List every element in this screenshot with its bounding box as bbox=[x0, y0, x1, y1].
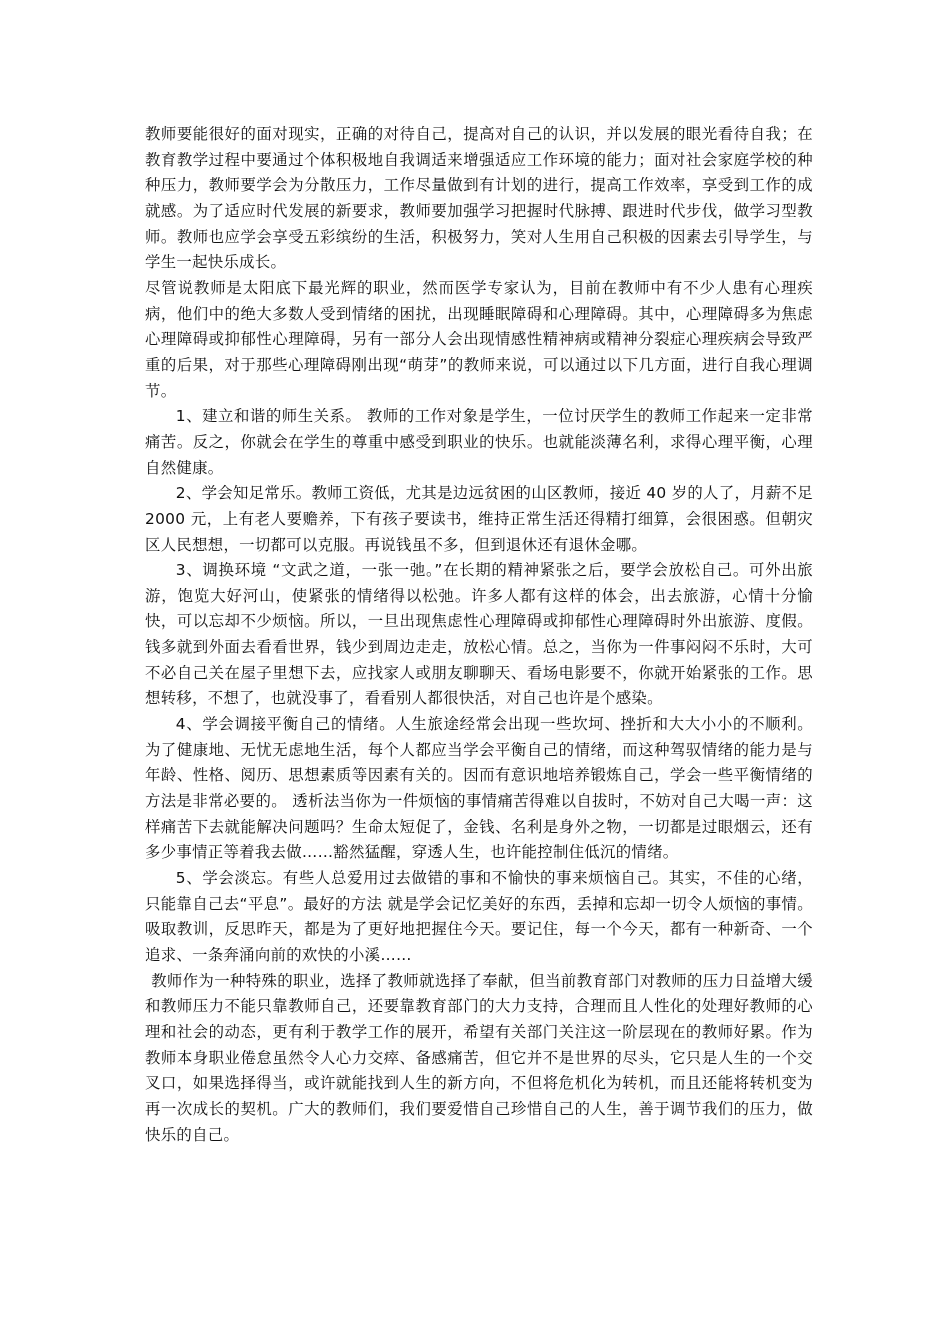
paragraph-background: 尽管说教师是太阳底下最光辉的职业，然而医学专家认为，目前在教师中有不少人患有心理疾病，他们中的绝大多数人受到情绪的困扰，出现睡眠障碍和心理障碍。其中，心理障碍多为焦虑心理障碍或抑郁性心理障碍，另有一部分人会出现情感性精神病或精神分裂症心理疾病会导致严重的后果，对于那些心理障碍刚出现“萌芽”的教师来说，可以通过以下几方面，进行自我心理调节。 bbox=[145, 278, 813, 400]
paragraph-point-1: 1、建立和谐的师生关系。 教师的工作对象是学生，一位讨厌学生的教师工作起来一定非常痛苦。反之，你就会在学生的尊重中感受到职业的快乐。也就能淡薄名利，求得心理平衡，心理自然健康。 bbox=[145, 407, 813, 477]
paragraph-point-2: 2、学会知足常乐。教师工资低，尤其是边远贫困的山区教师，接近 40 岁的人了，月薪不足 2000 元，上有老人要赡养，下有孩子要读书，维持正常生活还得精打细算，会很困惑。但朝灾区人民想想，一切都可以克服。再说钱虽不多，但到退休还有退休金哪。 bbox=[145, 484, 813, 554]
document-body bbox=[145, 122, 813, 1148]
paragraph-point-5: 5、学会淡忘。有些人总爱用过去做错的事和不愉快的事来烦恼自己。其实，不佳的心绪，只能靠自己去“平息”。最好的方法 就是学会记忆美好的东西，丢掉和忘却一切令人烦恼的事情。吸取教训，反思昨天，都是为了更好地把握住今天。要记住，每一个今天，都有一种新奇、一个追求、一条奔涌向前的欢快的小溪…… bbox=[145, 869, 813, 964]
paragraph-point-3: 3、调换环境 “文武之道，一张一弛。”在长期的精神紧张之后，要学会放松自己。可外出旅游，饱览大好河山，使紧张的情绪得以松弛。许多人都有这样的体会，出去旅游，心情十分愉快，可以忘却不少烦恼。所以，一旦出现焦虑性心理障碍或抑郁性心理障碍时外出旅游、度假。钱多就到外面去看看世界，钱少到周边走走，放松心情。总之，当你为一件事闷闷不乐时，大可不必自己关在屋子里想下去，应找家人或朋友聊聊天、看场电影要不，你就开始紧张的工作。思想转移，不想了，也就没事了，看看别人都很快活，对自己也许是个感染。 bbox=[145, 561, 813, 708]
paragraph-point-4: 4、学会调接平衡自己的情绪。人生旅途经常会出现一些坎坷、挫折和大大小小的不顺利。为了健康地、无忧无虑地生活，每个人都应当学会平衡自己的情绪，而这种驾驭情绪的能力是与年龄、性格、阅历、思想素质等因素有关的。因而有意识地培养锻炼自己，学会一些平衡情绪的方法是非常必要的。 透析法当你为一件烦恼的事情痛苦得难以自拔时，不妨对自己大喝一声：这样痛苦下去就能解决问题吗？生命太短促了，金钱、名利是身外之物，一切都是过眼烟云，还有多少事情正等着我去做……豁然猛醒，穿透人生，也许能控制住低沉的情绪。 bbox=[145, 715, 813, 862]
paragraph-intro: 教师要能很好的面对现实，正确的对待自己，提高对自己的认识，并以发展的眼光看待自我；在教育教学过程中要通过个体积极地自我调适来增强适应工作环境的能力；面对社会家庭学校的种种压力，教师要学会为分散压力，工作尽量做到有计划的进行，提高工作效率，享受到工作的成就感。为了适应时代发展的新要求，教师要加强学习把握时代脉搏、跟进时代步伐，做学习型教师。教师也应学会享受五彩缤纷的生活，积极努力，笑对人生用自己积极的因素去引导学生，与学生一起快乐成长。 bbox=[145, 125, 813, 272]
paragraph-conclusion: 教师作为一种特殊的职业，选择了教师就选择了奉献，但当前教育部门对教师的压力日益增大缓和教师压力不能只靠教师自己，还要靠教育部门的大力支持，合理而且人性化的处理好教师的心理和社会的动态，更有利于教学工作的展开，希望有关部门关注这一阶层现在的教师好累。作为教师本身职业倦怠虽然令人心力交瘁、备感痛苦，但它并不是世界的尽头，它只是人生的一个交叉口，如果选择得当，或许就能找到人生的新方向，不但将危机化为转机，而且还能将转机变为再一次成长的契机。广大的教师们，我们要爱惜自己珍惜自己的人生，善于调节我们的压力，做快乐的自己。 bbox=[145, 971, 813, 1144]
